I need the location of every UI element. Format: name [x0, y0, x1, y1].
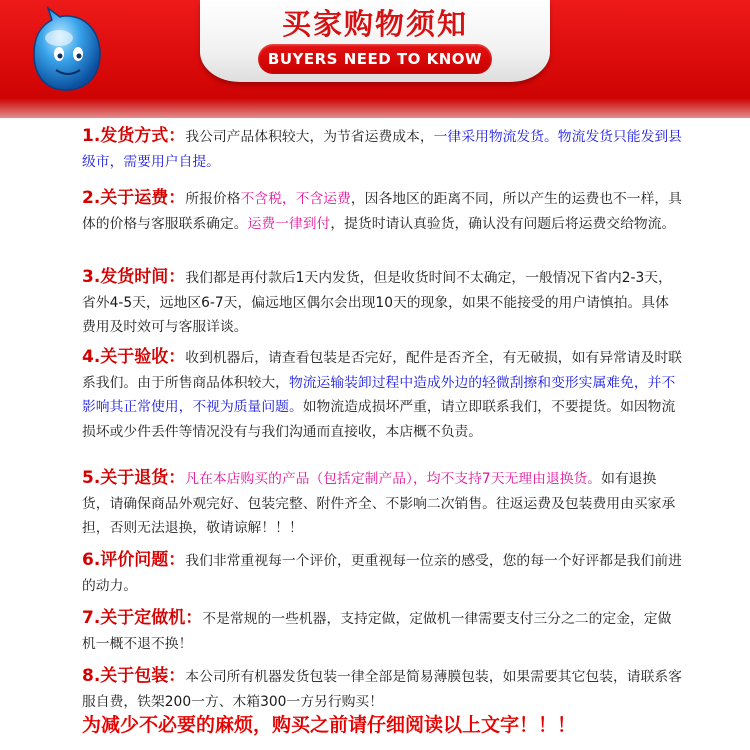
page-title: 买家购物须知 [281, 7, 468, 41]
section-text: 如物流造成损坏严重，请立即联系我们，不要提货。如因物流损坏或少件丢件等情况没有与我们沟通而直接收，本店概不负责。 [82, 399, 676, 440]
section-text: 我们非常重视每一个评价，更重视每一位亲的感受，您的每一个好评都是我们前进的动力。 [82, 553, 682, 594]
subtitle-pill [258, 44, 492, 74]
section-highlight: 不含税，不含运费 [240, 191, 351, 207]
section-text: ，因各地区的距离不同，所以产生的运费也不一样，具体的价格与客服联系确定。 [82, 191, 682, 232]
section-reviews [82, 548, 682, 598]
title-banner [200, 0, 550, 82]
section-shipping-fee [82, 186, 682, 236]
section-label: 3.发货时间： [82, 267, 186, 287]
section-text: 我们都是再付款后1天内发货，但是收货时间不太确定，一般情况下省内2-3天，省外4-5天，远地区6-7天，偏远地区偶尔会出现10天的现象，如果不能接受的用户请慎拍。具体费用及时效可与客服详谈。 [82, 270, 672, 335]
section-label: 6.评价问题： [82, 550, 186, 570]
section-packaging [82, 664, 682, 714]
section-shipping-method [82, 124, 682, 174]
section-label: 2.关于运费： [82, 188, 186, 208]
section-text: 我公司产品体积较大，为节省运费成本， [185, 129, 434, 145]
section-highlight: 运费一律到付 [247, 215, 331, 232]
section-text: 如有退换货，请确保商品外观完好、包装完整、附件齐全、不影响二次销售。往返运费及包装费用由买家承担，否则无法退换，敬请谅解！！！ [82, 471, 676, 536]
page-subtitle: BUYERS NEED TO KNOW [267, 50, 483, 68]
section-custom-machines [82, 606, 682, 656]
section-text: ，提货时请认真验货，确认没有问题后将运费交给物流。 [330, 215, 676, 232]
header-banner [0, 0, 750, 118]
section-highlight: 物流运输装卸过程中造成外边的轻微刮擦和变形实属难免，并不影响其正常使用，不视为质量问题。 [82, 374, 676, 415]
section-text: 不是常规的一些机器，支持定做，定做机一律需要支付三分之二的定金，定做机一概不退不换！ [82, 611, 672, 652]
section-label: 5.关于退货： [82, 468, 186, 488]
section-label: 7.关于定做机： [82, 608, 203, 628]
section-label: 1.发货方式： [82, 126, 186, 146]
section-label: 8.关于包装： [82, 666, 186, 686]
section-text: 所报价格 [185, 191, 241, 207]
section-returns [82, 466, 682, 541]
section-highlight: 一律采用物流发货。物流发货只能发到县级市，需要用户自提。 [82, 129, 682, 170]
section-text: 本公司所有机器发货包装一律全部是简易薄膜包装，如果需要其它包装，请联系客服自费，铁架200一方、木箱300一方另行购买！ [82, 669, 682, 710]
footer-warning: 为减少不必要的麻烦，购买之前请仔细阅读以上文字！！！ [82, 714, 577, 736]
section-inspection [82, 345, 682, 444]
section-label: 4.关于验收： [82, 347, 186, 367]
section-shipping-time [82, 265, 682, 340]
section-text: 收到机器后，请查看包装是否完好，配件是否齐全，有无破损，如有异常请及时联系我们。由于所售商品体积较大， [82, 350, 682, 391]
section-highlight: 凡在本店购买的产品（包括定制产品），均不支持7天无理由退换货。 [185, 471, 602, 487]
blue-bubble-mascot-icon [26, 4, 106, 104]
header-glow [0, 98, 750, 118]
